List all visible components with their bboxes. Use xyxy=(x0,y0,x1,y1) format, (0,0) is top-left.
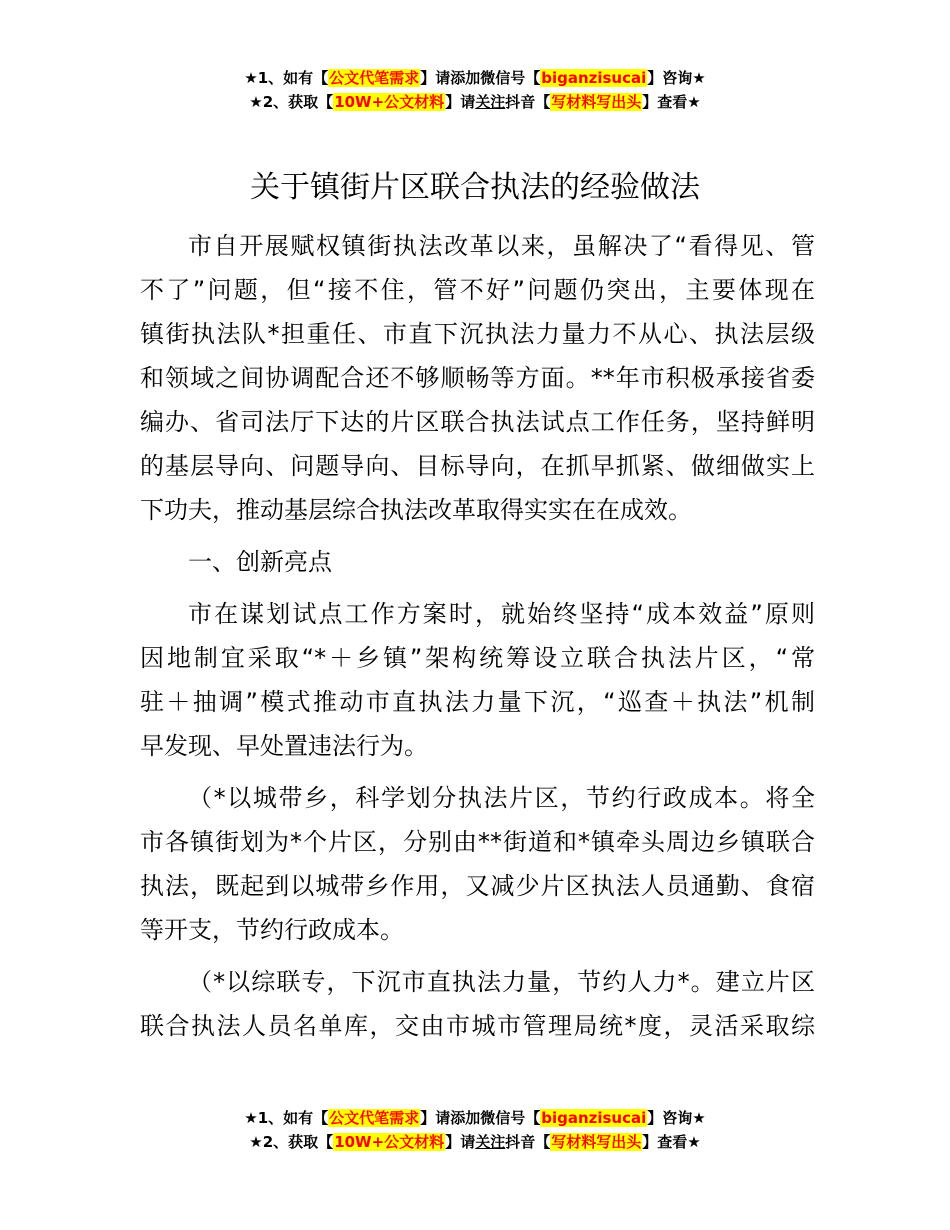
banner-text: 】咨询★ xyxy=(647,69,706,87)
text-line: 执法，既起到以城带乡作用，又减少片区执法人员通勤、食宿 xyxy=(140,872,815,900)
banner-text: 抖音【 xyxy=(505,93,551,111)
banner-highlight: 写材料写出头 xyxy=(551,1133,642,1151)
text-line: 驻＋抽调”模式推动市直执法力量下沉，“巡查＋执法”机制 xyxy=(140,688,815,716)
banner-line-2 xyxy=(0,1130,950,1154)
paragraph xyxy=(140,776,815,952)
header-banner xyxy=(0,66,950,114)
text-line: 编办、省司法厅下达的片区联合执法试点工作任务，坚持鲜明 xyxy=(140,408,815,436)
text-line: 市自开展赋权镇街执法改革以来，虽解决了“看得见、管 xyxy=(188,232,815,260)
banner-text: 】咨询★ xyxy=(647,1109,706,1127)
banner-text: ★2、获取【 xyxy=(249,1133,334,1151)
banner-text: ★1、如有【 xyxy=(244,1109,329,1127)
banner-text: 】查看★ xyxy=(642,93,701,111)
text-line: 因地制宜采取“*＋乡镇”架构统筹设立联合执法片区，“常 xyxy=(140,644,815,672)
banner-highlight: 公文代笔需求 xyxy=(329,1109,420,1127)
text-line: 市各镇街划为*个片区，分别由**街道和*镇牵头周边乡镇联合 xyxy=(140,828,815,856)
banner-underline: 关注 xyxy=(475,1133,506,1151)
banner-highlight: 公文代笔需求 xyxy=(329,69,420,87)
paragraph xyxy=(140,592,815,768)
text-line: 和领域之间协调配合还不够顺畅等方面。**年市积极承接省委 xyxy=(140,364,815,392)
document-body xyxy=(140,224,815,1048)
banner-highlight: biganzisucai xyxy=(541,69,647,87)
text-line: 早发现、早处置违法行为。 xyxy=(140,732,428,760)
paragraph xyxy=(140,960,815,1048)
banner-line-1 xyxy=(0,1106,950,1130)
banner-text: ★2、获取【 xyxy=(249,93,334,111)
banner-line-1 xyxy=(0,66,950,90)
banner-text: 】查看★ xyxy=(642,1133,701,1151)
text-line: 的基层导向、问题导向、目标导向，在抓早抓紧、做细做实上 xyxy=(140,452,815,480)
section-heading xyxy=(140,540,815,584)
banner-highlight: 写材料写出头 xyxy=(551,93,642,111)
text-line: 下功夫，推动基层综合执法改革取得实实在在成效。 xyxy=(140,496,692,524)
banner-text: 】请添加微信号【 xyxy=(420,1109,541,1127)
text-line: 等开支，节约行政成本。 xyxy=(140,916,404,944)
footer-banner xyxy=(0,1106,950,1154)
banner-text: ★1、如有【 xyxy=(244,69,329,87)
banner-text: 】请 xyxy=(445,93,476,111)
banner-text: 】请添加微信号【 xyxy=(420,69,541,87)
text-line: （*以城带乡，科学划分执法片区，节约行政成本。将全 xyxy=(188,784,815,812)
text-line: 一、创新亮点 xyxy=(188,548,332,576)
banner-highlight: biganzisucai xyxy=(541,1109,647,1127)
text-line: 市在谋划试点工作方案时，就始终坚持“成本效益”原则 xyxy=(188,600,815,628)
document-title: 关于镇街片区联合执法的经验做法 xyxy=(250,170,700,205)
paragraph xyxy=(140,224,815,532)
text-line: 联合执法人员名单库，交由市城市管理局统*度，灵活采取综 xyxy=(140,1012,815,1040)
banner-underline: 关注 xyxy=(475,93,506,111)
text-line: （*以综联专，下沉市直执法力量，节约人力*。建立片区 xyxy=(188,968,815,996)
text-line: 不了”问题，但“接不住，管不好”问题仍突出，主要体现在 xyxy=(140,276,815,304)
banner-highlight: 10W+公文材料 xyxy=(334,1133,445,1151)
banner-text: 抖音【 xyxy=(505,1133,551,1151)
text-line: 镇街执法队*担重任、市直下沉执法力量力不从心、执法层级 xyxy=(140,320,815,348)
banner-highlight: 10W+公文材料 xyxy=(334,93,445,111)
banner-line-2 xyxy=(0,90,950,114)
banner-text: 】请 xyxy=(445,1133,476,1151)
